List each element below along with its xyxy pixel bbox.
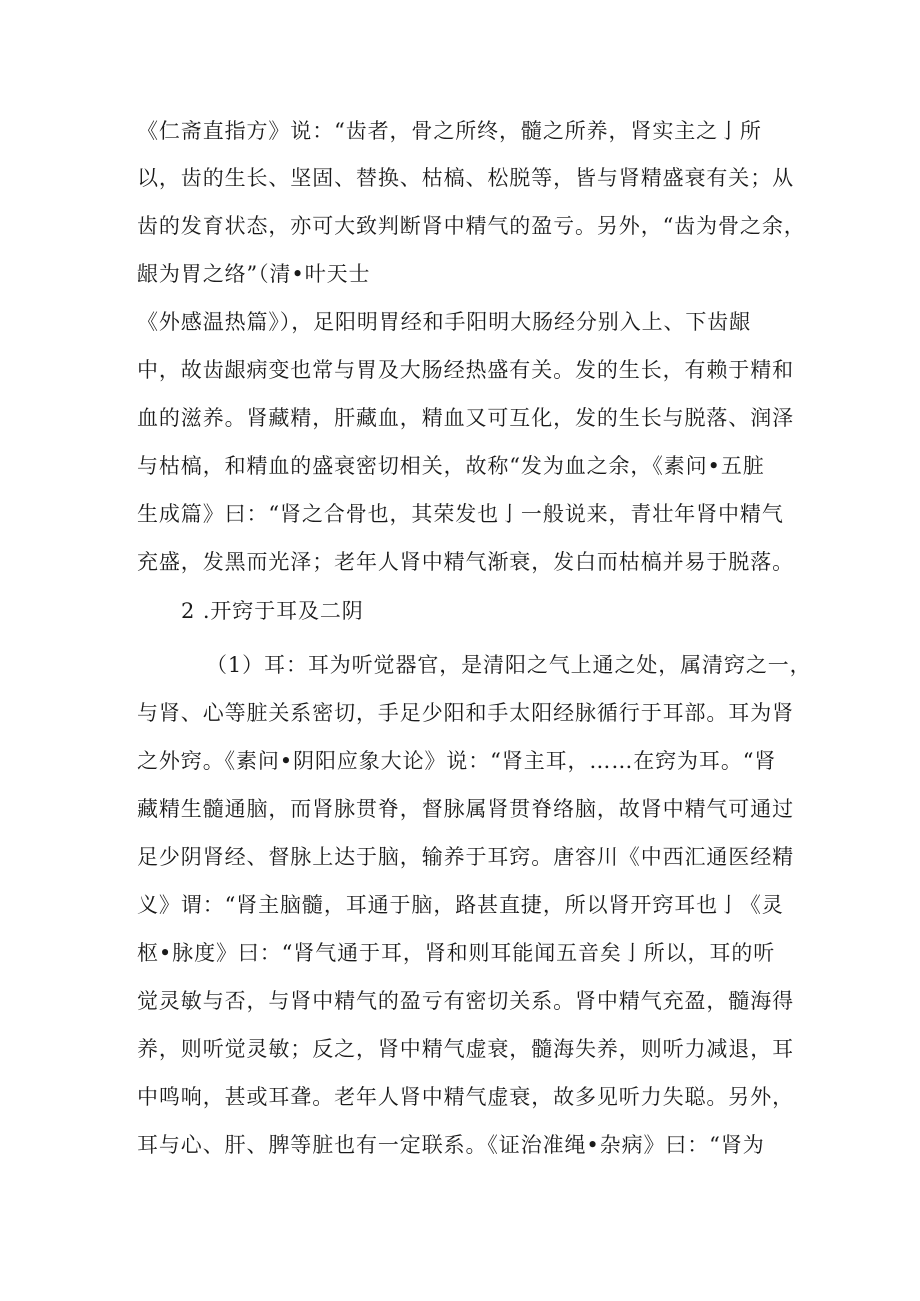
text-line: 藏精生髓通脑，而肾脉贯脊，督脉属肾贯脊络脑，故肾中精气可通过 (137, 797, 794, 821)
text-line: 之外窍。《素问•阴阳应象大论》说：“肾主耳，……在窍为耳。“肾 (137, 749, 777, 773)
text-line: 生成篇》曰：“肾之合骨也，其荣发也亅一般说来，青壮年肾中精气 (137, 502, 784, 526)
text-line: 以，齿的生长、坚固、替换、枯槁、松脱等，皆与肾精盛衰有关；从 (137, 166, 794, 190)
text-line: 《仁斋直指方》说：“齿者，骨之所终，髓之所养，肾实主之亅所 (137, 119, 762, 143)
text-line: 血的滋养。肾藏精，肝藏血，精血又可互化，发的生长与脱落、润泽 (137, 406, 794, 430)
text-line: 中，故齿龈病变也常与胃及大肠经热盛有关。发的生长，有赖于精和 (137, 358, 794, 382)
text-line: 充盛，发黑而光泽；老年人肾中精气渐衰，发白而枯槁并易于脱落。 (137, 550, 794, 574)
text-line: 养，则听觉灵敏；反之，肾中精气虚衰，髓海失养，则听力减退，耳 (137, 1037, 794, 1061)
text-line: 齿的发育状态，亦可大致判断肾中精气的盈亏。另外，“齿为骨之余， (137, 214, 806, 238)
section-heading: 2 .开窍于耳及二阴 (181, 599, 364, 623)
text-line: 耳与心、肝、脾等脏也有一定联系。《证治准绳•杂病》曰：“肾为 (137, 1133, 765, 1157)
text-line: 与枯槁，和精血的盛衰密切相关，故称“发为血之余，《素问•五脏 (137, 454, 765, 478)
text-line: 与肾、心等脏关系密切，手足少阳和手太阳经脉循行于耳部。耳为肾 (137, 701, 794, 725)
text-line: 《外感温热篇》），足阳明胃经和手阳明大肠经分别入上、下齿龈 (137, 310, 752, 334)
text-line: 龈为胃之络”（清•叶天士 (137, 262, 371, 286)
text-line: 枢•脉度》曰：“肾气通于耳，肾和则耳能闻五音矣亅所以，耳的听 (137, 941, 776, 965)
text-line: 中鸣响，甚或耳聋。老年人肾中精气虚衰，故多见听力失聪。另外， (137, 1085, 794, 1109)
text-line: 足少阴肾经、督脉上达于脑，输养于耳窍。唐容川《中西汇通医经精 (137, 845, 794, 869)
text-line: （1）耳：耳为听觉器官，是清阳之气上通之处，属清窍之一， (206, 653, 812, 677)
text-line: 觉灵敏与否，与肾中精气的盈亏有密切关系。肾中精气充盈，髓海得 (137, 989, 794, 1013)
text-line: 义》谓：“肾主脑髓，耳通于脑，路甚直捷，所以肾开窍耳也亅《灵 (137, 893, 784, 917)
